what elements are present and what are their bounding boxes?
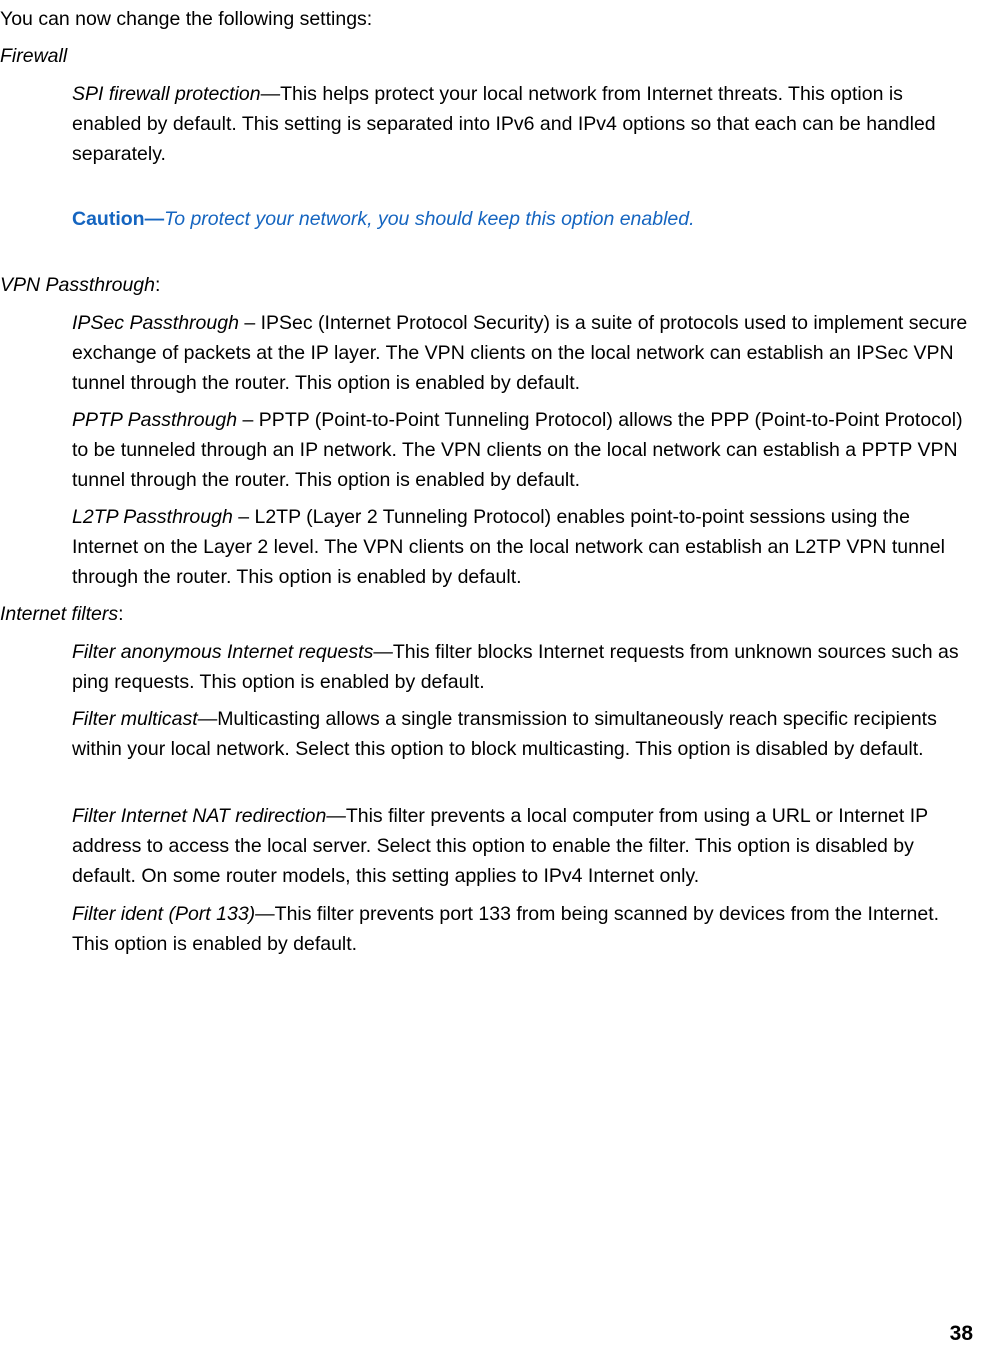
filter-ident-paragraph bbox=[72, 899, 977, 959]
pptp-description: – PPTP (Point-to-Point Tunneling Protocol) allows the PPP (Point-to-Point Protocol) to be tunneled through an IP network. The VPN clients on the local network can establish a PPTP VPN tunnel through the router. This option is enabled by default. bbox=[72, 409, 963, 491]
pptp-paragraph bbox=[72, 405, 977, 495]
filter-anonymous-term: Filter anonymous Internet requests bbox=[72, 641, 374, 663]
vpn-heading-label: VPN Passthrough bbox=[0, 274, 156, 296]
l2tp-paragraph bbox=[72, 502, 977, 592]
ipsec-description: – IPSec (Internet Protocol Security) is a suite of protocols used to implement secure exchange of packets at the IP layer. The VPN clients on the local network can establish an IPSec VPN tunnel through the router. This option is enabled by default. bbox=[72, 312, 968, 394]
filters-heading-label: Internet filters bbox=[0, 603, 119, 625]
ipsec-paragraph bbox=[72, 308, 977, 398]
filter-anonymous-paragraph bbox=[72, 637, 977, 697]
filter-ident-term: Filter ident (Port 133) bbox=[72, 903, 256, 925]
intro-text: You can now change the following settings: bbox=[0, 8, 373, 30]
caution-label: Caution— bbox=[72, 208, 165, 230]
caution-text: To protect your network, you should keep this option enabled. bbox=[164, 208, 695, 230]
filter-anonymous-description: —This filter blocks Internet requests from unknown sources such as ping requests. This option is enabled by default. bbox=[72, 641, 959, 693]
pptp-term: PPTP Passthrough bbox=[72, 409, 238, 431]
spi-firewall-paragraph bbox=[72, 79, 977, 169]
filter-nat-term: Filter Internet NAT redirection bbox=[72, 805, 327, 827]
l2tp-description: – L2TP (Layer 2 Tunneling Protocol) enables point-to-point sessions using the Internet on the Layer 2 level. The VPN clients on the local network can establish an L2TP VPN tunnel through the router. This option is enabled by default. bbox=[72, 506, 945, 588]
filter-multicast-term: Filter multicast bbox=[72, 708, 198, 730]
spi-firewall-term: SPI firewall protection bbox=[72, 83, 261, 105]
filter-ident-description: —This filter prevents port 133 from being scanned by devices from the Internet. This option is enabled by default. bbox=[72, 903, 940, 955]
vpn-passthrough-heading bbox=[0, 270, 160, 300]
page-number: 38 bbox=[949, 1322, 973, 1345]
filter-nat-paragraph bbox=[72, 801, 977, 891]
internet-filters-heading bbox=[0, 599, 124, 629]
firewall-heading: Firewall bbox=[0, 45, 68, 67]
l2tp-term: L2TP Passthrough bbox=[72, 506, 233, 528]
caution-note bbox=[72, 204, 977, 234]
filter-multicast-description: —Multicasting allows a single transmission to simultaneously reach specific recipients within your local network. Select this option to block multicasting. This option is disabled by default. bbox=[72, 708, 937, 760]
vpn-heading-colon: : bbox=[155, 274, 161, 296]
filter-nat-description: —This filter prevents a local computer from using a URL or Internet IP address to access the local server. Select this option to enable the filter. This option is disabled by default. On some router models, this setting applies to IPv4 Internet only. bbox=[72, 805, 928, 887]
filter-multicast-paragraph bbox=[72, 704, 977, 764]
spi-firewall-description: —This helps protect your local network from Internet threats. This option is enabled by default. This setting is separated into IPv6 and IPv4 options so that each can be handled separately. bbox=[72, 83, 936, 165]
ipsec-term: IPSec Passthrough bbox=[72, 312, 239, 334]
filters-heading-colon: : bbox=[118, 603, 124, 625]
